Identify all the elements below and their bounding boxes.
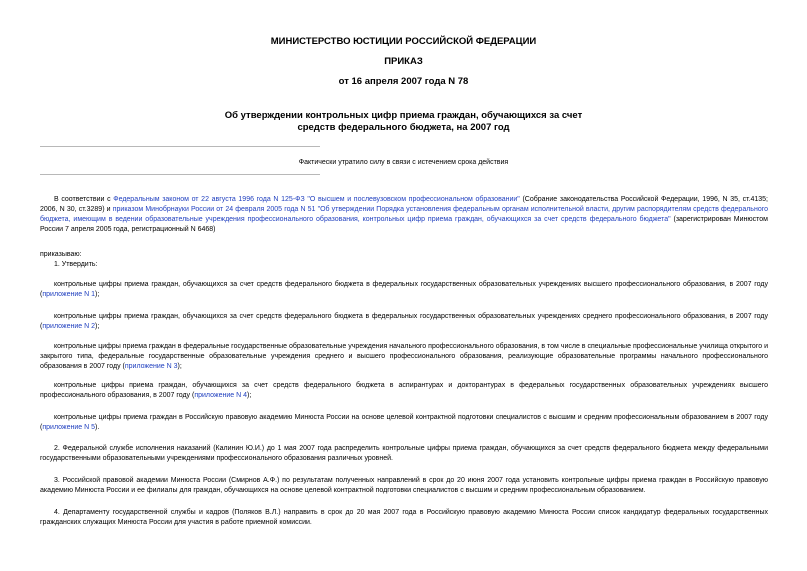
sub-item-tail: );	[177, 363, 182, 370]
item-2: 2. Федеральной службе исполнения наказаний (Калинин Ю.И.) до 1 мая 2007 года распределить контрольные цифры приема граждан, обучающихся за счет средств федерального бюджета между федеральными государственными образовательными учреждениями профессионального образования различных уровней.	[40, 445, 768, 462]
sub-item-5	[40, 413, 768, 433]
order-word: приказываю:	[40, 251, 82, 258]
sub-item-text: контрольные цифры приема граждан в Российскую правовую академию Минюста России на основе целевой контрактной подготовки специалистов с высшим и средним профессиональным образованием в 2007 году (	[40, 414, 768, 431]
sub-item-text: контрольные цифры приема граждан, обучающихся за счет средств федерального бюджета в федеральных государственных образовательных учреждениях среднего профессионального образования, в 2007 году (	[40, 313, 768, 330]
document-date-number: от 16 апреля 2007 года N 78	[338, 76, 469, 87]
sub-item-tail: );	[95, 323, 100, 330]
preamble-text-2: (Собрание законодательства Российской Федерации, 1996, N 35, ст.4135; 2006, N 30, ст.3289) и	[40, 196, 768, 213]
sub-item-text: контрольные цифры приема граждан, обучающихся за счет средств федерального бюджета в аспирантурах и докторантурах в федеральных государственных образовательных учреждениях высшего профессионального образования, в 2007 году (	[40, 382, 768, 399]
ministry-name: МИНИСТЕРСТВО ЮСТИЦИИ РОССИЙСКОЙ ФЕДЕРАЦИИ	[270, 36, 537, 47]
preamble-paragraph	[40, 195, 768, 235]
federal-law-link[interactable]: Федеральным законом от 22 августа 1996 года N 125-ФЗ "О высшем и послевузовском профессиональном образовании"	[113, 196, 520, 203]
sub-item-tail: ).	[95, 424, 100, 431]
sub-item-4	[40, 381, 768, 401]
document-type: ПРИКАЗ	[384, 56, 423, 67]
sub-item-1	[40, 280, 768, 300]
appendix-4-link[interactable]: приложение N 4	[194, 392, 247, 399]
status-note: Фактически утратило силу в связи с истечением срока действия	[298, 159, 509, 166]
sub-item-text: контрольные цифры приема граждан, обучающихся за счет средств федерального бюджета в федеральных государственных образовательных учреждениях высшего профессионального образования, в 2007 году (	[40, 281, 768, 298]
appendix-1-link[interactable]: приложение N 1	[42, 291, 95, 298]
sub-item-text: контрольные цифры приема граждан в федеральные государственные образовательные учреждения начального профессионального образования, в том числе в специальные профессиональные училища открытого и закрытого типа, федеральные государственные образовательные учреждения среднего и высшего профессионального образования, реализующие образовательные программы начального профессионального образования в 2007 году (	[40, 343, 768, 370]
document-title-line-2: средств федерального бюджета, на 2007 год	[297, 122, 510, 133]
sub-item-tail: );	[95, 291, 100, 298]
item-3: 3. Российской правовой академии Минюста России (Смирнов А.Ф.) по результатам полученных направлений в срок до 20 июня 2007 года установить контрольные цифры приема граждан в Российскую правовую академию Минюста России и ее филиалы для граждан, обучающихся на основе целевой контрактной подготовки специалистов с высшим и средним профессиональным образованием.	[40, 477, 768, 494]
divider-bottom	[40, 174, 320, 175]
item-4: 4. Департаменту государственной службы и кадров (Поляков В.Л.) направить в срок до 20 мая 2007 года в Российскую правовую академию Минюста России список кандидатур федеральных государственных гражданских служащих Минюста России для участия в работе приемной комиссии.	[40, 509, 768, 526]
sub-item-2	[40, 312, 768, 332]
preamble-text-1: В соответствии с	[54, 196, 114, 203]
ministry-order-link[interactable]: приказом Минобрнауки России от 24 февраля 2005 года N 51 "Об утверждении Порядка установления федеральным органам исполнительной власти, другим распорядителям средств федерального бюджета, имеющим в ведении образовательные учреждения профессионального образования, контрольных цифр приема граждан, обучающихся за счет средств федерального бюджета"	[40, 206, 769, 223]
document-title-line-1: Об утверждении контрольных цифр приема граждан, обучающихся за счет	[224, 110, 583, 121]
appendix-5-link[interactable]: приложение N 5	[42, 424, 95, 431]
preamble-text-3: (зарегистрирован Минюстом России 7 апреля 2005 года, регистрационный N 6468)	[40, 216, 768, 233]
sub-item-tail: );	[246, 392, 252, 399]
sub-item-3	[40, 342, 768, 372]
appendix-2-link[interactable]: приложение N 2	[42, 323, 95, 330]
appendix-3-link[interactable]: приложение N 3	[124, 363, 178, 370]
divider-top	[40, 146, 320, 147]
item-1-label: 1. Утвердить:	[54, 261, 98, 268]
